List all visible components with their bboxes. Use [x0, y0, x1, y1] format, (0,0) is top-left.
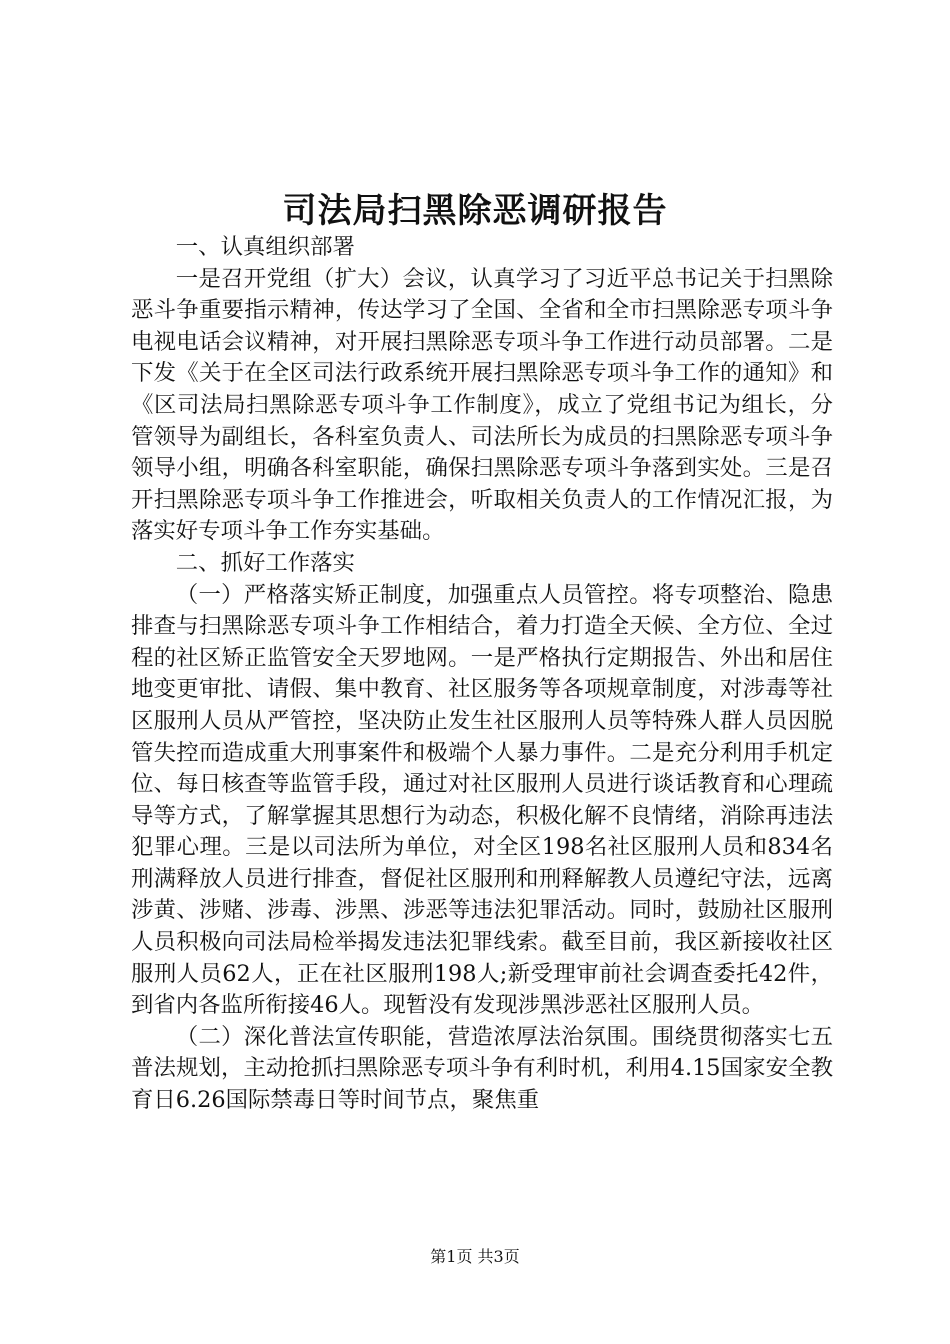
document-body — [131, 232, 833, 1117]
section-heading-1: 一、认真组织部署 — [175, 234, 355, 260]
paragraph-correction-system: （一）严格落实矫正制度，加强重点人员管控。将专项整治、隐患排查与扫黑除恶专项斗争工作相结合，着力打造全天候、全方位、全过程的社区矫正监管安全天罗地网。一是严格执行定期报告、外出和居住地变更审批、请假、集中教育、社区服务等各项规章制度，对涉毒等社区服刑人员从严管控，坚决防止发生社区服刑人员等特殊人群人员因脱管失控而造成重大刑事案件和极端个人暴力事件。二是充分利用手机定位、每日核查等监管手段，通过对社区服刑人员进行谈话教育和心理疏导等方式，了解掌握其思想行为动态，积极化解不良情绪，消除再违法犯罪心理。三是以司法所为单位，对全区198名社区服刑人员和834名刑满释放人员进行排查，督促社区服刑和刑释解教人员遵纪守法，远离涉黄、涉赌、涉毒、涉黑、涉恶等违法犯罪活动。同时，鼓励社区服刑人员积极向司法局检举揭发违法犯罪线索。截至目前，我区新接收社区服刑人员62人，正在社区服刑198人;新受理审前社会调查委托42件，到省内各监所衔接46人。现暂没有发现涉黑涉恶社区服刑人员。 — [131, 581, 833, 1019]
document-title: 司法局扫黑除恶调研报告 — [282, 191, 668, 231]
page-footer: 第1页 共3页 — [430, 1247, 520, 1266]
paragraph-deployment: 一是召开党组（扩大）会议，认真学习了习近平总书记关于扫黑除恶斗争重要指示精神，传达学习了全国、全省和全市扫黑除恶专项斗争电视电话会议精神，对开展扫黑除恶专项斗争工作进行动员部署。二是下发《关于在全区司法行政系统开展扫黑除恶专项斗争工作的通知》和《区司法局扫黑除恶专项斗争工作制度》，成立了党组书记为组长，分管领导为副组长，各科室负责人、司法所长为成员的扫黑除恶专项斗争领导小组，明确各科室职能，确保扫黑除恶专项斗争落到实处。三是召开扫黑除恶专项斗争工作推进会，听取相关负责人的工作情况汇报，为落实好专项斗争工作夯实基础。 — [131, 265, 833, 545]
paragraph-legal-publicity: （二）深化普法宣传职能，营造浓厚法治氛围。围绕贯彻落实七五普法规划，主动抢抓扫黑除恶专项斗争有利时机，利用4.15国家安全教育日6.26国际禁毒日等时间节点，聚焦重 — [131, 1023, 833, 1114]
section-heading-2: 二、抓好工作落实 — [175, 549, 355, 576]
